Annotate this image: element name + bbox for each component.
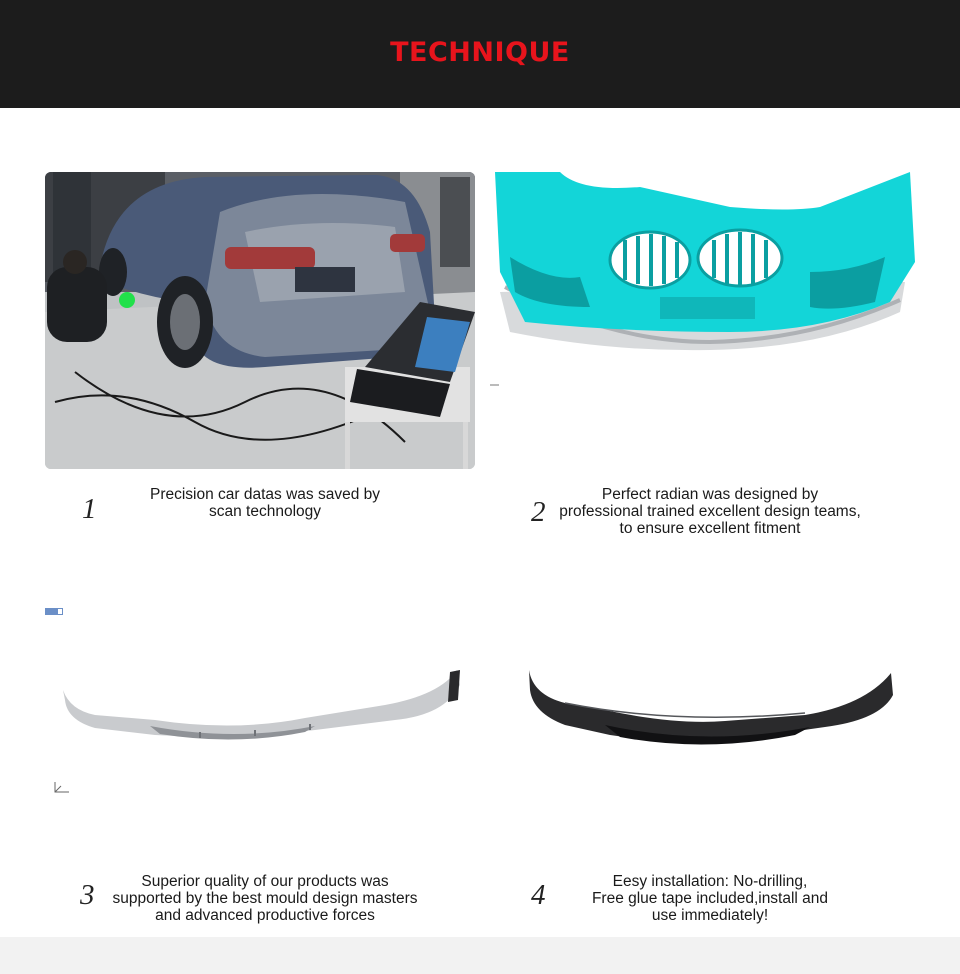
page-header — [0, 0, 960, 108]
step-caption-4: Eesy installation: No-drilling, Free glue tape included,install and use immediately! — [591, 873, 829, 924]
step-number-2: 2 — [531, 496, 546, 528]
black-lip-photo — [525, 665, 895, 750]
step-caption-3: Superior quality of our products was supported by the best mould design masters and advanced productive forces — [112, 873, 418, 924]
render-toolbar-icon — [45, 602, 63, 609]
step-number-4: 4 — [531, 879, 546, 911]
page-title: TECHNIQUE — [390, 36, 570, 68]
grey-lip-render — [55, 660, 465, 750]
cad-render — [490, 172, 915, 362]
render-axis-icon — [52, 780, 72, 794]
scan-photo — [45, 172, 475, 469]
page-footer-band — [0, 937, 960, 974]
step-caption-1: Precision car datas was saved by scan technology — [149, 486, 381, 520]
step-number-1: 1 — [82, 493, 97, 525]
step-caption-2: Perfect radian was designed by professional trained excellent design teams, to ensure excellent fitment — [559, 486, 861, 537]
step-number-3: 3 — [80, 879, 95, 911]
cad-axis-marker — [490, 374, 499, 378]
